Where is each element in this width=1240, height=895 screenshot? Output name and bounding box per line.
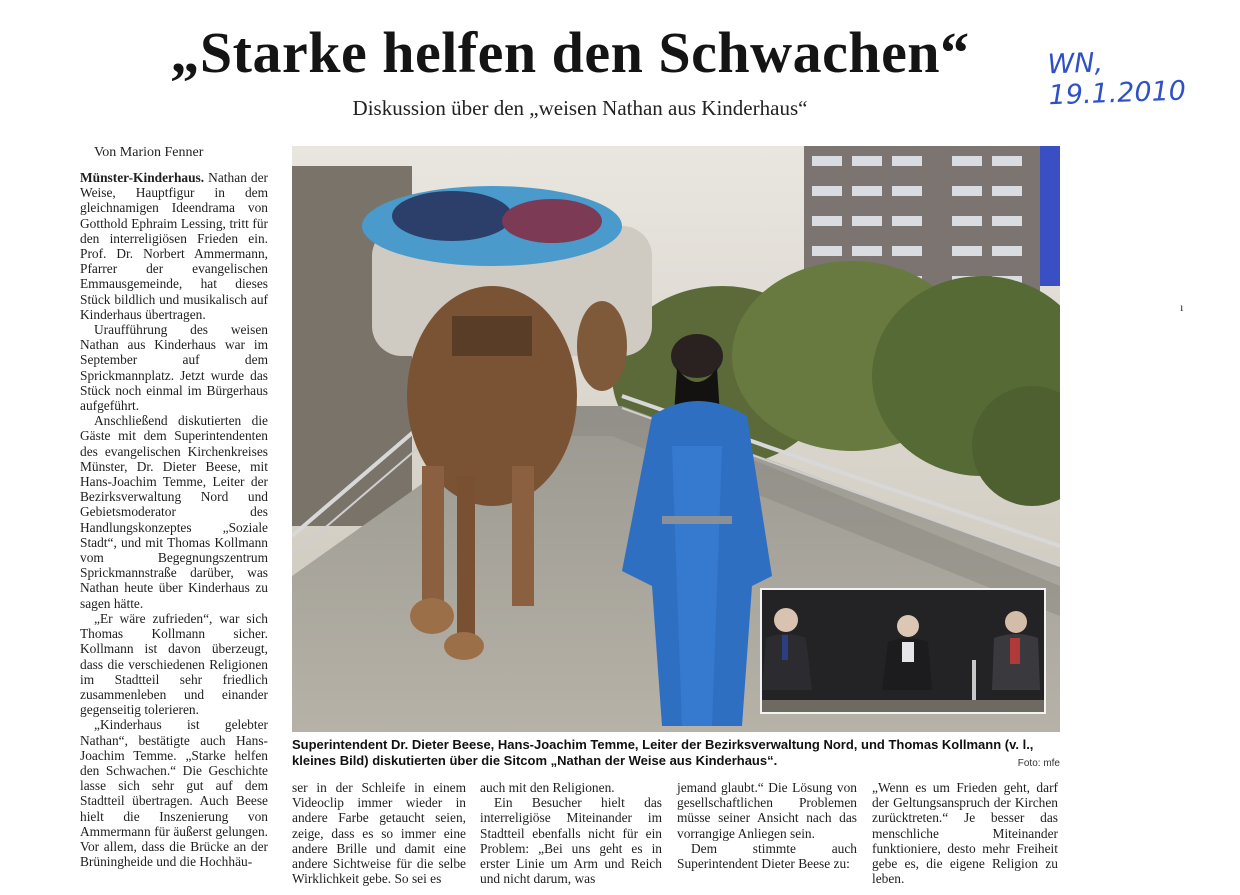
byline: Von Marion Fenner <box>94 145 204 160</box>
article-column-5 <box>872 780 1058 886</box>
photo-credit: Foto: mfe <box>1017 758 1060 769</box>
article-column-2 <box>292 780 466 886</box>
paragraph: Uraufführung des weisen Nathan aus Kinderhaus war im September auf dem Sprickmannplatz. Jetzt wurde das Stück noch einmal im Bürgerhaus aufgeführt. <box>80 322 268 414</box>
article-column-1 <box>80 170 268 869</box>
lead-location: Münster-Kinderhaus. <box>80 170 205 185</box>
paragraph: jemand glaubt.“ Die Lösung von gesellschaftlichen Problemen müsse seiner Ansicht nach das vorrangige Anliegen sein. <box>677 780 857 841</box>
subheadline: Diskussion über den „weisen Nathan aus Kinderhaus“ <box>352 96 808 120</box>
paragraph: Dem stimmte auch Superintendent Dieter Beese zu: <box>677 840 857 872</box>
article-column-3 <box>480 780 662 886</box>
paragraph: „Kinderhaus ist gelebter Nathan“, bestätigte auch Hans-Joachim Temme. „Starke helfen den Schwachen.“ Die Geschichte lasse sich sehr gut auf dem Stadtteil übertragen. Auch Beese hielt die Inszenierung von Ammermann für äußerst gelungen. Vor allem, dass die Brücke an der Brüningheide und die Hochhäu- <box>80 717 268 870</box>
handwritten-dateline: WN, 19.1.2010 <box>1046 47 1187 112</box>
inset-photo <box>760 588 1046 714</box>
paragraph: Anschließend diskutierten die Gäste mit dem Superintendenten des evangelischen Kirchenkreises Münster, Dr. Dieter Beese, mit Hans-Joachim Temme, Leiter der Bezirksverwaltung Nord und Gebietsmoderator des Handlungskonzeptes „Soziale Stadt“, und mit Thomas Kollmann vom Begegnungszentrum Sprickmannstraße darüber, was Nathan heute über Kinderhaus zu sagen hätte. <box>80 413 268 611</box>
margin-mark: ı <box>1180 300 1184 314</box>
paragraph: „Er wäre zufrieden“, war sich Thomas Kollmann sicher. Kollmann ist davon überzeugt, dass die verschiedenen Religionen im Stadtteil sehr friedlich zusammenleben und einander gegenseitig tolerieren. <box>80 610 268 718</box>
paragraph: Ein Besucher hielt das interreligiöse Miteinander im Stadtteil ebenfalls nicht für ein Problem: „Bei uns geht es in erster Linie um Arm und Reich und nicht darum, was <box>480 795 662 887</box>
photo-caption: Superintendent Dr. Dieter Beese, Hans-Joachim Temme, Leiter der Bezirksverwaltung Nord, und Thomas Kollmann (v. l., kleines Bild) diskutierten über die Sitcom „Nathan der Weise aus Kinderhaus“. <box>292 737 1034 768</box>
paragraph: „Wenn es um Frieden geht, darf der Geltungsanspruch der Kirchen zurücktreten.“ Je besser das menschliche Miteinander funktioniere, desto mehr Freiheit gebe es, die eigene Religion zu leben. <box>872 780 1058 887</box>
paragraph: ser in der Schleife in einem Videoclip immer wieder in andere Farbe getaucht seien, zeige, dass es so immer eine andere Brille und damit eine andere Sichtweise für die selbe Wirklichkeit gebe. So sei es <box>292 780 466 887</box>
panel-discussion-illustration <box>762 590 1044 712</box>
article-column-4 <box>677 780 857 871</box>
paragraph: auch mit den Religionen. <box>480 780 615 795</box>
headline: „Starke helfen den Schwachen“ <box>170 20 970 85</box>
paragraph: Nathan der Weise, Hauptfigur in dem gleichnamigen Ideendrama von Gotthold Ephraim Lessing, tritt für den interreligiösen Frieden ein. Prof. Dr. Norbert Ammermann, Pfarrer der evangelischen Emmausgemeinde, hat dieses Stück bildlich und musikalisch auf Kinderhaus übertragen. <box>80 170 268 322</box>
